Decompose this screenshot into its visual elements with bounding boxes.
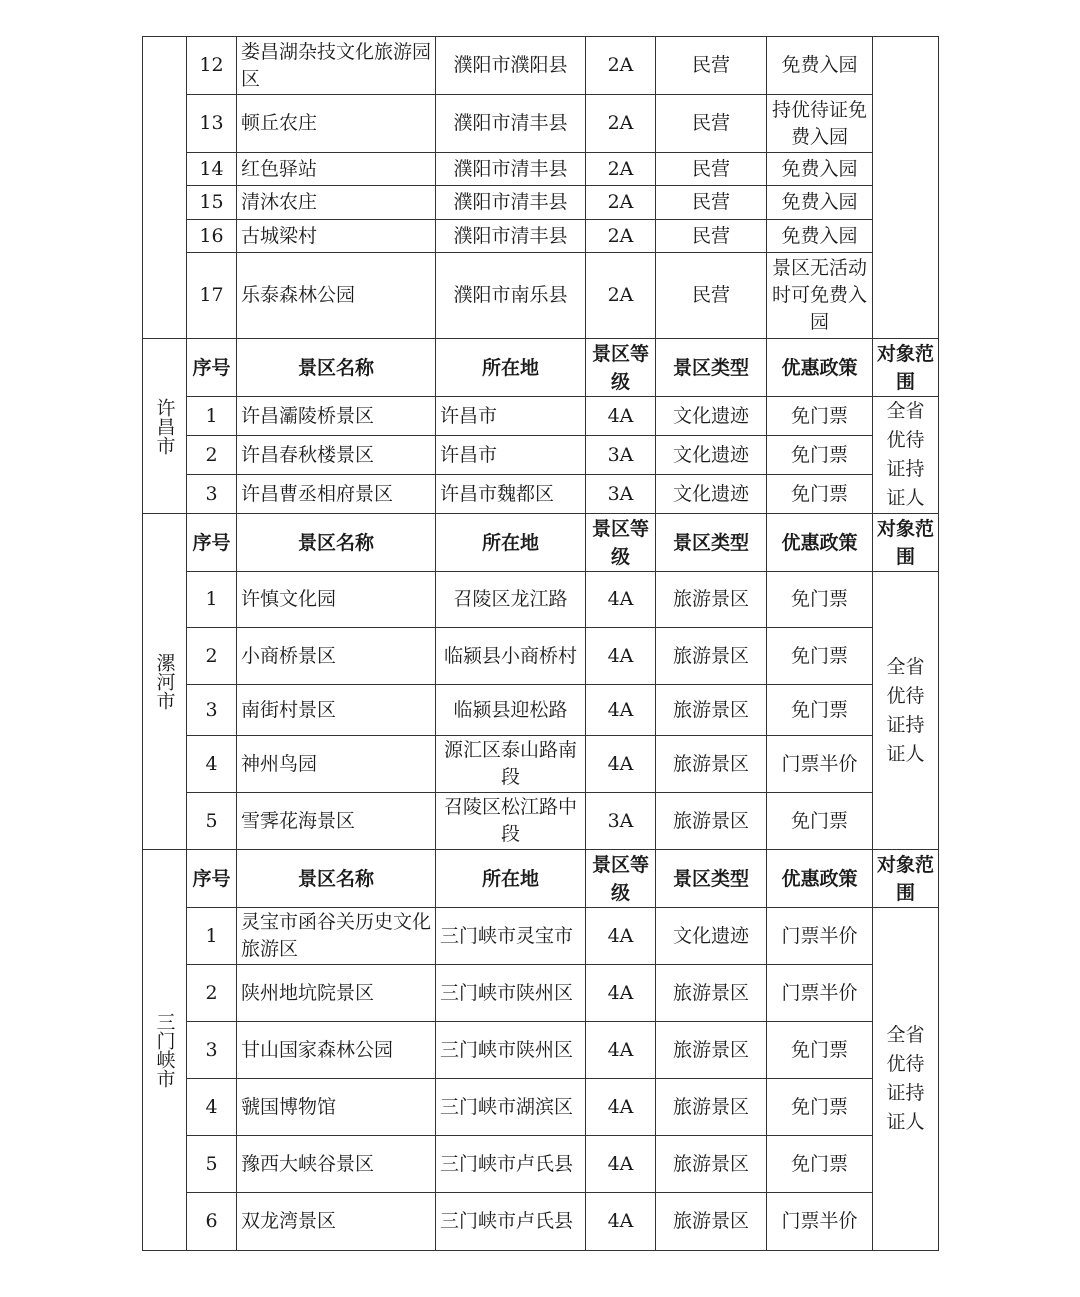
scenic-type: 民营	[656, 253, 767, 339]
city-name: 三门峡市	[143, 850, 187, 1251]
location: 三门峡市卢氏县	[436, 1136, 586, 1193]
scenic-name: 许昌灞陵桥景区	[237, 397, 436, 436]
location: 许昌市	[436, 436, 586, 475]
scenic-name: 虢国博物馆	[237, 1079, 436, 1136]
col-header-policy: 优惠政策	[767, 850, 873, 908]
policy: 门票半价	[767, 1193, 873, 1251]
scenic-name: 小商桥景区	[237, 628, 436, 685]
policy: 免门票	[767, 685, 873, 736]
row-no: 15	[187, 186, 237, 220]
row-no: 3	[187, 475, 237, 514]
header-row	[143, 339, 939, 397]
policy: 免门票	[767, 1079, 873, 1136]
location: 濮阳市清丰县	[436, 95, 586, 153]
scenic-type: 旅游景区	[656, 736, 767, 793]
grade: 2A	[586, 220, 656, 253]
policy: 门票半价	[767, 908, 873, 965]
location: 濮阳市清丰县	[436, 153, 586, 186]
col-header-name: 景区名称	[237, 514, 436, 572]
table-row	[143, 793, 939, 850]
scenic-spots-table	[142, 36, 939, 1251]
location: 濮阳市清丰县	[436, 220, 586, 253]
scenic-type: 旅游景区	[656, 572, 767, 628]
row-no: 16	[187, 220, 237, 253]
table-row	[143, 1079, 939, 1136]
scenic-type: 旅游景区	[656, 1079, 767, 1136]
grade: 4A	[586, 685, 656, 736]
table-row	[143, 628, 939, 685]
scenic-type: 旅游景区	[656, 685, 767, 736]
grade: 4A	[586, 908, 656, 965]
scenic-name: 娄昌湖杂技文化旅游园区	[237, 37, 436, 95]
col-header-policy: 优惠政策	[767, 339, 873, 397]
col-header-location: 所在地	[436, 339, 586, 397]
grade: 4A	[586, 1022, 656, 1079]
scenic-type: 旅游景区	[656, 793, 767, 850]
row-no: 2	[187, 965, 237, 1022]
col-header-no: 序号	[187, 850, 237, 908]
location: 三门峡市陕州区	[436, 965, 586, 1022]
col-header-type: 景区类型	[656, 514, 767, 572]
table-row	[143, 572, 939, 628]
col-header-grade: 景区等级	[586, 514, 656, 572]
city-name: 漯河市	[143, 514, 187, 850]
location: 源汇区泰山路南段	[436, 736, 586, 793]
scenic-name: 豫西大峡谷景区	[237, 1136, 436, 1193]
scope-text: 全省优待证持证人	[873, 572, 939, 850]
policy: 免费入园	[767, 220, 873, 253]
row-no: 4	[187, 736, 237, 793]
header-row	[143, 514, 939, 572]
row-no: 17	[187, 253, 237, 339]
scenic-type: 旅游景区	[656, 1022, 767, 1079]
header-row	[143, 850, 939, 908]
row-no: 5	[187, 1136, 237, 1193]
scenic-name: 古城梁村	[237, 220, 436, 253]
grade: 2A	[586, 186, 656, 220]
table-row	[143, 186, 939, 220]
policy: 免门票	[767, 793, 873, 850]
grade: 2A	[586, 37, 656, 95]
col-header-type: 景区类型	[656, 850, 767, 908]
policy: 免费入园	[767, 186, 873, 220]
scenic-name: 许昌春秋楼景区	[237, 436, 436, 475]
scenic-type: 民营	[656, 186, 767, 220]
grade: 2A	[586, 253, 656, 339]
scenic-type: 旅游景区	[656, 1136, 767, 1193]
row-no: 2	[187, 628, 237, 685]
location: 三门峡市陕州区	[436, 1022, 586, 1079]
col-header-scope: 对象范围	[873, 514, 939, 572]
scenic-type: 文化遗迹	[656, 436, 767, 475]
col-header-scope: 对象范围	[873, 850, 939, 908]
policy: 免门票	[767, 397, 873, 436]
row-no: 1	[187, 572, 237, 628]
scenic-type: 文化遗迹	[656, 908, 767, 965]
scenic-type: 旅游景区	[656, 965, 767, 1022]
scenic-name: 红色驿站	[237, 153, 436, 186]
grade: 4A	[586, 572, 656, 628]
table-row	[143, 253, 939, 339]
table-row	[143, 220, 939, 253]
location: 濮阳市濮阳县	[436, 37, 586, 95]
row-no: 1	[187, 397, 237, 436]
scenic-type: 民营	[656, 95, 767, 153]
policy: 免门票	[767, 1022, 873, 1079]
location: 三门峡市灵宝市	[436, 908, 586, 965]
location: 濮阳市南乐县	[436, 253, 586, 339]
table-row	[143, 908, 939, 965]
col-header-type: 景区类型	[656, 339, 767, 397]
scenic-name: 顿丘农庄	[237, 95, 436, 153]
policy: 免门票	[767, 572, 873, 628]
grade: 4A	[586, 628, 656, 685]
row-no: 1	[187, 908, 237, 965]
location: 召陵区松江路中段	[436, 793, 586, 850]
table-row	[143, 1136, 939, 1193]
scenic-name: 许慎文化园	[237, 572, 436, 628]
scenic-name: 许昌曹丞相府景区	[237, 475, 436, 514]
table-row	[143, 965, 939, 1022]
city-name: 许昌市	[143, 339, 187, 514]
policy: 景区无活动时可免费入园	[767, 253, 873, 339]
grade: 2A	[586, 153, 656, 186]
scenic-type: 民营	[656, 220, 767, 253]
row-no: 13	[187, 95, 237, 153]
row-no: 2	[187, 436, 237, 475]
grade: 4A	[586, 965, 656, 1022]
col-header-name: 景区名称	[237, 850, 436, 908]
grade: 4A	[586, 1136, 656, 1193]
scenic-type: 民营	[656, 37, 767, 95]
location: 濮阳市清丰县	[436, 186, 586, 220]
scenic-name: 神州鸟园	[237, 736, 436, 793]
table-row	[143, 95, 939, 153]
location: 许昌市魏都区	[436, 475, 586, 514]
grade: 4A	[586, 397, 656, 436]
row-no: 4	[187, 1079, 237, 1136]
scenic-name: 南街村景区	[237, 685, 436, 736]
grade: 3A	[586, 436, 656, 475]
scope-text: 全省优待证持证人	[873, 908, 939, 1251]
scenic-type: 文化遗迹	[656, 475, 767, 514]
row-no: 3	[187, 685, 237, 736]
location: 临颍县迎松路	[436, 685, 586, 736]
scenic-type: 民营	[656, 153, 767, 186]
policy: 免费入园	[767, 37, 873, 95]
table-row	[143, 1022, 939, 1079]
policy: 持优待证免费入园	[767, 95, 873, 153]
table-row	[143, 475, 939, 514]
scope-text: 全省优待证持证人	[873, 397, 939, 514]
grade: 4A	[586, 1079, 656, 1136]
location: 三门峡市卢氏县	[436, 1193, 586, 1251]
location: 许昌市	[436, 397, 586, 436]
table-row	[143, 1193, 939, 1251]
row-no: 5	[187, 793, 237, 850]
grade: 3A	[586, 793, 656, 850]
table-row	[143, 685, 939, 736]
city-cell-continued	[143, 37, 187, 339]
col-header-policy: 优惠政策	[767, 514, 873, 572]
grade: 2A	[586, 95, 656, 153]
policy: 免门票	[767, 475, 873, 514]
row-no: 14	[187, 153, 237, 186]
grade: 3A	[586, 475, 656, 514]
table-row	[143, 397, 939, 436]
row-no: 3	[187, 1022, 237, 1079]
col-header-grade: 景区等级	[586, 339, 656, 397]
row-no: 12	[187, 37, 237, 95]
location: 召陵区龙江路	[436, 572, 586, 628]
policy: 免门票	[767, 628, 873, 685]
policy: 免费入园	[767, 153, 873, 186]
scope-cell-continued	[873, 37, 939, 339]
table-row	[143, 436, 939, 475]
policy: 门票半价	[767, 965, 873, 1022]
scenic-name: 雪霁花海景区	[237, 793, 436, 850]
policy: 免门票	[767, 1136, 873, 1193]
scenic-name: 双龙湾景区	[237, 1193, 436, 1251]
scenic-name: 陕州地坑院景区	[237, 965, 436, 1022]
col-header-name: 景区名称	[237, 339, 436, 397]
location: 三门峡市湖滨区	[436, 1079, 586, 1136]
col-header-location: 所在地	[436, 850, 586, 908]
grade: 4A	[586, 736, 656, 793]
policy: 门票半价	[767, 736, 873, 793]
table-row	[143, 736, 939, 793]
table-row	[143, 153, 939, 186]
location: 临颍县小商桥村	[436, 628, 586, 685]
table-row	[143, 37, 939, 95]
col-header-location: 所在地	[436, 514, 586, 572]
row-no: 6	[187, 1193, 237, 1251]
scenic-name: 清沐农庄	[237, 186, 436, 220]
scenic-name: 乐泰森林公园	[237, 253, 436, 339]
col-header-no: 序号	[187, 339, 237, 397]
scenic-name: 灵宝市函谷关历史文化旅游区	[237, 908, 436, 965]
scenic-type: 旅游景区	[656, 1193, 767, 1251]
scenic-type: 文化遗迹	[656, 397, 767, 436]
scenic-type: 旅游景区	[656, 628, 767, 685]
grade: 4A	[586, 1193, 656, 1251]
policy: 免门票	[767, 436, 873, 475]
col-header-grade: 景区等级	[586, 850, 656, 908]
scenic-name: 甘山国家森林公园	[237, 1022, 436, 1079]
col-header-no: 序号	[187, 514, 237, 572]
col-header-scope: 对象范围	[873, 339, 939, 397]
